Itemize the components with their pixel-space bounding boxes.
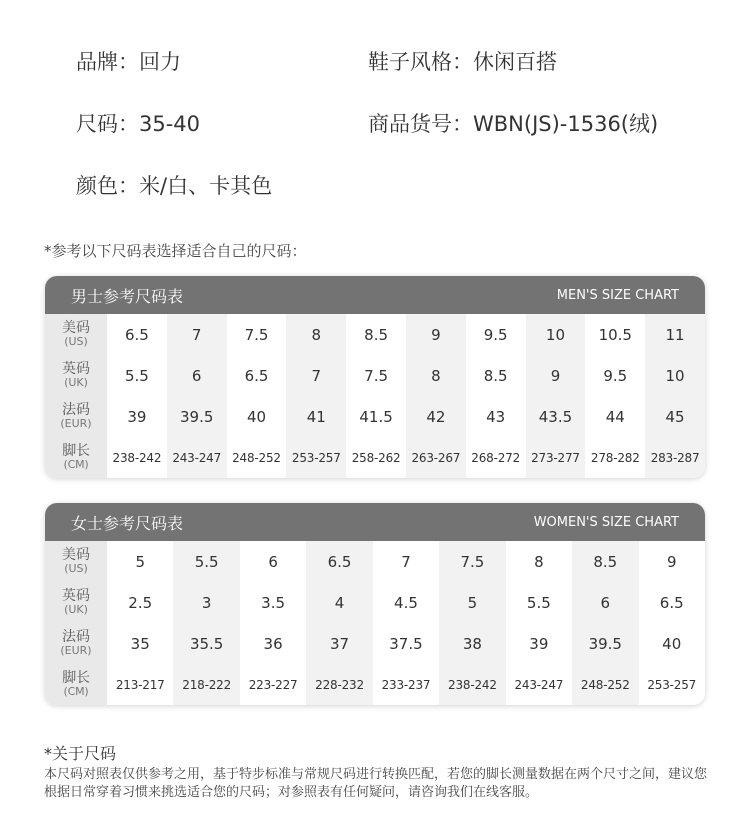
size-cell: 7 [373,541,439,582]
size-cell: 6.5 [639,582,705,623]
size-cell: 228-232 [306,664,372,705]
womens-row-eur [45,623,705,664]
size-cell: 213-217 [107,664,173,705]
size-cell: 7.5 [227,314,287,355]
row-header-unit: (CM) [63,458,89,472]
row-header-label: 英码 [62,588,90,605]
size-cell: 9 [639,541,705,582]
size-cell: 263-267 [406,437,466,478]
row-header-label: 脚长 [62,670,90,687]
row-header-unit: (EUR) [60,417,92,431]
product-info [76,30,716,216]
size-cell: 6.5 [306,541,372,582]
row-header-us [45,314,107,355]
size-cell: 45 [645,396,705,437]
womens-row-cm [45,664,705,705]
size-cell: 11 [645,314,705,355]
mens-row-uk [45,355,705,396]
size-cell: 5.5 [107,355,167,396]
size-cell: 243-247 [506,664,572,705]
size-cell: 4 [306,582,372,623]
size-cell: 35.5 [173,623,239,664]
size-cell: 2.5 [107,582,173,623]
size-cell: 3.5 [240,582,306,623]
size-cell: 37 [306,623,372,664]
size-cell: 8 [506,541,572,582]
size-cell: 5 [439,582,505,623]
size-cell: 39 [506,623,572,664]
row-header-cm [45,437,107,478]
color-text: 颜色：米/白、卡其色 [76,174,273,198]
row-header-label: 英码 [62,361,90,378]
size-cell: 248-252 [572,664,638,705]
womens-row-uk [45,582,705,623]
size-cell: 8.5 [572,541,638,582]
size-cell: 5.5 [173,541,239,582]
size-cell: 238-242 [107,437,167,478]
info-row-3 [76,154,716,216]
row-header-label: 美码 [62,547,90,564]
size-cell: 5.5 [506,582,572,623]
size-cell: 36 [240,623,306,664]
size-cell: 238-242 [439,664,505,705]
size-cell: 6 [572,582,638,623]
size-cell: 218-222 [173,664,239,705]
size-cell: 41 [286,396,346,437]
size-cell: 258-262 [346,437,406,478]
mens-size-table [45,276,705,478]
size-cell: 37.5 [373,623,439,664]
size-cell: 8.5 [346,314,406,355]
size-cell: 283-287 [645,437,705,478]
size-cell: 8 [406,355,466,396]
size-cell: 38 [439,623,505,664]
info-row-1 [76,30,716,92]
size-cell: 10.5 [585,314,645,355]
mens-row-cm [45,437,705,478]
row-header-uk [45,582,107,623]
size-cell: 44 [585,396,645,437]
row-header-us [45,541,107,582]
womens-size-table [45,503,705,705]
size-cell: 253-257 [639,664,705,705]
size-cell: 243-247 [167,437,227,478]
info-row-2 [76,92,716,154]
mens-table-title-en: MEN'S SIZE CHART [556,287,679,303]
size-cell: 42 [406,396,466,437]
row-header-label: 脚长 [62,443,90,460]
brand-text: 品牌：回力 [76,50,181,74]
size-cell: 9 [526,355,586,396]
size-cell: 9.5 [585,355,645,396]
size-cell: 223-227 [240,664,306,705]
womens-table-header [45,503,705,541]
size-cell: 8 [286,314,346,355]
size-cell: 233-237 [373,664,439,705]
size-cell: 8.5 [466,355,526,396]
row-header-unit: (UK) [64,376,88,390]
mens-table-title: 男士参考尺码表 [71,286,184,306]
size-cell: 253-257 [286,437,346,478]
size-cell: 10 [645,355,705,396]
size-cell: 5 [107,541,173,582]
mens-table-header [45,276,705,314]
size-cell: 40 [227,396,287,437]
size-cell: 39 [107,396,167,437]
mens-row-us [45,314,705,355]
size-cell: 248-252 [227,437,287,478]
womens-table-body [45,541,705,705]
row-header-unit: (US) [64,335,88,349]
size-cell: 268-272 [466,437,526,478]
size-cell: 7 [286,355,346,396]
size-cell: 43 [466,396,526,437]
size-cell: 4.5 [373,582,439,623]
size-cell: 3 [173,582,239,623]
womens-row-us [45,541,705,582]
mens-row-eur [45,396,705,437]
row-header-eur [45,623,107,664]
womens-table-title-en: WOMEN'S SIZE CHART [533,514,679,530]
mens-table-body [45,314,705,478]
size-note-title: *关于尺码 [44,744,117,763]
size-cell: 10 [526,314,586,355]
size-cell: 43.5 [526,396,586,437]
row-header-label: 法码 [62,402,90,419]
size-cell: 278-282 [585,437,645,478]
size-cell: 41.5 [346,396,406,437]
row-header-unit: (CM) [63,685,89,699]
size-range-text: 尺码：35-40 [76,112,201,136]
size-cell: 40 [639,623,705,664]
style-text: 鞋子风格：休闲百搭 [368,50,557,74]
chart-hint: *参考以下尺码表选择适合自己的尺码： [44,242,307,260]
size-cell: 7.5 [439,541,505,582]
size-cell: 39.5 [167,396,227,437]
size-cell: 39.5 [572,623,638,664]
row-header-uk [45,355,107,396]
row-header-unit: (EUR) [60,644,92,658]
row-header-label: 法码 [62,629,90,646]
size-cell: 6 [167,355,227,396]
size-cell: 273-277 [526,437,586,478]
size-cell: 9.5 [466,314,526,355]
size-cell: 6 [240,541,306,582]
row-header-unit: (US) [64,562,88,576]
row-header-eur [45,396,107,437]
size-cell: 7.5 [346,355,406,396]
row-header-label: 美码 [62,320,90,337]
womens-table-title: 女士参考尺码表 [71,513,184,533]
row-header-unit: (UK) [64,603,88,617]
size-cell: 6.5 [107,314,167,355]
size-cell: 35 [107,623,173,664]
row-header-cm [45,664,107,705]
size-cell: 7 [167,314,227,355]
sku-text: 商品货号：WBN(JS)-1536(绒) [368,112,659,136]
size-cell: 9 [406,314,466,355]
size-note-body: 本尺码对照表仅供参考之用，基于特步标准与常规尺码进行转换匹配，若您的脚长测量数据在两个尺寸之间，建议您根据日常穿着习惯来挑选适合您的尺码；对参照表有任何疑问，请咨询我们在线客服。 [44,767,708,800]
size-cell: 6.5 [227,355,287,396]
